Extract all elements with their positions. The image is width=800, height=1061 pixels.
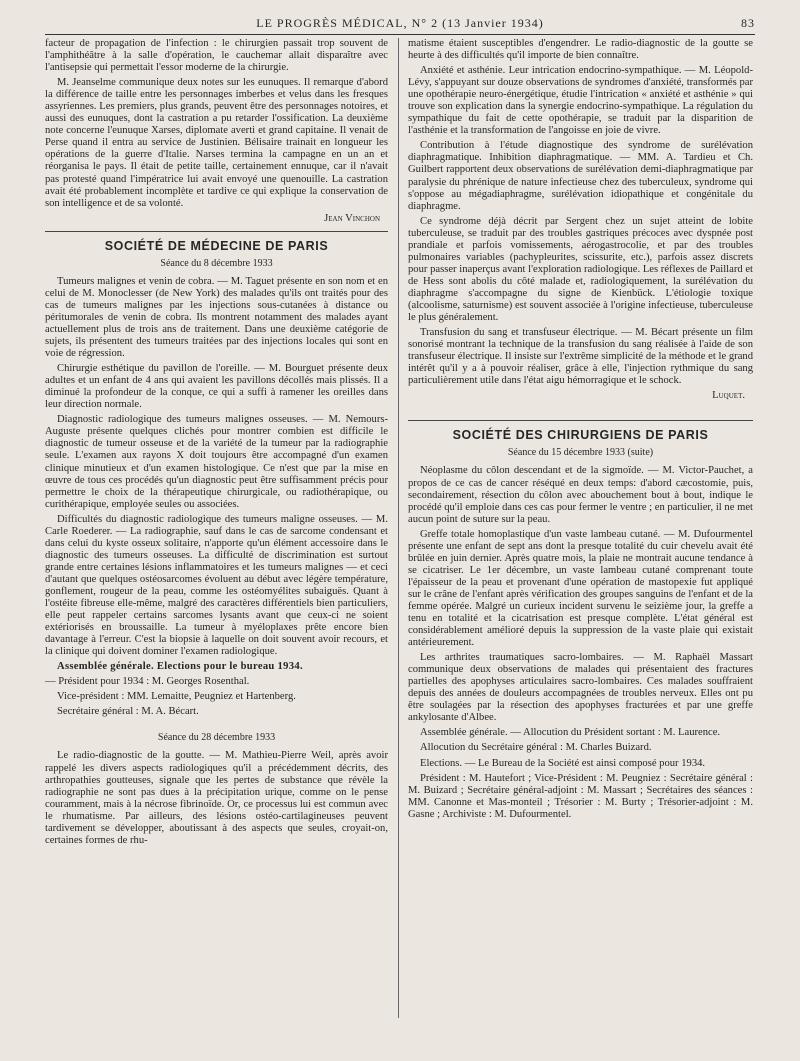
paragraph: facteur de propagation de l'infection : le chirurgien passait trop souvent de l'amphithéâtre à la salle d'opération, le cauchemar allait disparaître avec l'antisepsie qui permettait l'essor moderne de la chirurgie.: [45, 38, 388, 74]
paragraph: matisme étaient susceptibles d'engendrer. Le radio-diagnostic de la goutte se heurte à des difficultés qu'il importe de bien connaître.: [408, 38, 753, 62]
paragraph: Elections. — Le Bureau de la Société est ainsi composé pour 1934.: [420, 757, 706, 769]
text-line: Secrétaire général : M. A. Bécart.: [57, 706, 199, 718]
paragraph: Transfusion du sang et transfuseur électrique. — M. Bécart présente un film sonorisé montrant la technique de la transfusion du sang réalisée à l'aide de son transfuseur électrique. Il insiste sur l'extrême simplicité de la méthode et le grand intérêt qu'il y a à pouvoir réaliser, grâce à elle, l'injection rythmique du sang particulièrement utile dans l'état aigu hémorragique et le schock.: [408, 327, 753, 387]
paragraph: Président : M. Hautefort ; Vice-Président : M. Peugniez : Secrétaire général : M. Buizard ; Secrétaire général-adjoint : M. Massart ; Secrétaires des séances : MM. Canonne et Mas-monteil ; Trésorier : M. Burty ; Trésorier-adjoint : M. Gasne ; Archiviste : M. Dufourmentel.: [408, 772, 753, 820]
header-rule: [45, 34, 755, 35]
paragraph: Les arthrites traumatiques sacro-lombaires. — M. Raphaël Massart communique deux observations de malades qui présentaient des fractures partielles des apophyses articulaires sacro-lombaires. Ces malades souffraient depuis des années de douleurs accompagnées de troubles nerveux. Elles ont pu être soulagées par la résection des apophyses fracturées et par une greffe ankylosante d'Albee.: [408, 652, 753, 724]
paragraph: Anxiété et asthénie. Leur intrication endocrino-sympathique. — M. Léopold-Lévy, s'appuyant sur douze observations de syndromes d'anxiété, transformés par une opothérapie neuro-énergétique, étudie l'intrication « anxiété et asthénie » qui trouve son explication dans la synergie endocrino-sympathique. La régulation du sympathique du fait de cette opothérapie, se traduit par la disparition de l'asthénie et la transformation de l'angoisse en joie de vivre.: [408, 65, 753, 137]
paragraph: Difficultés du diagnostic radiologique des tumeurs maligne osseuses. — M. Carle Roederer. — La radiographie, sauf dans le cas de sarcome condensant et dans celui du kyste osseux solitaire, n'apporte qu'un élément accessoire dans le diagnostic des tumeurs osseuses. La difficulté de discrimination est surtout grande entre certaines lésions inflammatoires et les tumeurs malignes — et ceci d'autant que quelques ostéosarcomes évoluent au début avec légère température, gonflement, rougeur de la peau, comme les ostéomyélites subaiguës. Quant à l'ostéite fibreuse elle-même, malgré des caractères différentiels bien particuliers, elle peut rappeler certains sarcomes lysants avant que ceux-ci ne soient extériorisés en broussaille. La tumeur à myéloplaxes prête encore bien davantage à l'erreur. C'est la biopsie à laquelle on doit souvent avoir recours, et la clinique qui doivent dominer l'examen radiologique.: [45, 513, 388, 658]
paragraph: Néoplasme du côlon descendant et de la sigmoïde. — M. Victor-Pauchet, a propos de ce cas de cancer réséqué en deux temps: d'abord cæcostomie, puis, secondairement, résection du côlon avec abouchement bout à bout, indique le procédé qu'il emploie dans ces cas pour fermer le ventre ; en particulier, il ne met aucun point de suture sur la peau.: [408, 465, 753, 525]
page-number: 83: [741, 16, 755, 30]
paragraph: Ce syndrome déjà décrit par Sergent chez un sujet atteint de lobite tuberculeuse, se traduit par des troubles gastriques précoces avec dyspnée post prandiale et parfois vomissements, aérogastrocolie, et par des troubles pulmonaires variables (pachypleurites, scissurite, etc.), parfois assez discrets pour passer inaperçus avant l'exploration radiologique. Les réflexes de Paillard et de Hess sont abolis du côté malade et, radiologiquement, la surélévation du diaphragme s'accompagne du signe de Kienbück. L'étiologie toxique (alcoolisme, saturnisme) est souvent associée à l'origine infectieuse, tuberculeuse le plus généralement.: [408, 215, 753, 324]
rubric: Assemblée générale. Elections pour le bureau 1934.: [57, 661, 303, 673]
section-title: SOCIÉTÉ DE MÉDECINE DE PARIS: [104, 238, 329, 253]
paragraph: Le radio-diagnostic de la goutte. — M. Mathieu-Pierre Weil, après avoir rappelé les divers aspects radiologiques qu'il a précédemment décrits, des arthropathies goutteuses, signale que les pertes de substance que révèle la radiographie ne sont pas dues à la précipitation urique, comme on le pense couramment, mais à la nécrose fibrinoïde. Or, ce processus lui est commun avec le rhumatisme. Par ailleurs, des lésions ostéo-cartilagineuses peuvent tardivement se développer, aboutissant à des aspects que seules, croyait-on, certaines formes de rhu-: [45, 750, 388, 846]
paragraph: M. Jeanselme communique deux notes sur les eunuques. Il remarque d'abord la différence de taille entre les personnages imberbes et velus dans les fresques assyriennes. Les premiers, plus grands, peuvent être des personnages notoires, et aussi des eunuques, dont la castration a pu retarder l'ossification. La deuxième note concerne l'eunuque Xarses, diplomate averti et grand capitaine. Il venait de Perse quand il entra au service de Justinien. Bélisaire trainait en longueur les opérations de la guerre d'Italie. Narses termina la campagne en un an et réorganisa le pays. Il était de petite taille, certainement ennuque, car il n'avait pas protesté quand l'impératrice lui avait envoyé une quenouille. La castration avait été probablement incomplète et tardive ce qui explique la conservation de son intelligence et de sa volonté.: [45, 77, 388, 209]
paragraph: Contribution à l'étude diagnostique des syndrome de surélévation diaphragmatique. Inhibition diaphragmatique. — MM. A. Tardieu et Ch. Guilbert rapportent deux observations de surélévation demi-diaphragmatique par paralysie du phrénique de nature infectieuse chez des tuberculeux, syndrome qui s'oppose au mégadiaphragme, surélévation idiopathique et congénitale du diaphragme.: [408, 140, 753, 212]
paragraph: Diagnostic radiologique des tumeurs malignes osseuses. — M. Nemours-Auguste présente quelques clichés pour montrer combien est difficile le diagnostic de tumeur osseuse et de la variété de la tumeur par la radiographie seule. L'examen aux rayons X doit toujours être accompagné d'un examen clinique minutieux et d'un examen histologique. Ce n'est que par la mise en œuvre de tous ces procédés qu'un diagnostic peut être suffisamment précis pour permettre le choix de la thérapeutique chirurgicale, ou radiothérapique, ou curithérapique, employée seules ou associées.: [45, 414, 388, 510]
journal-title: LE PROGRÈS MÉDICAL, N° 2 (13 Janvier 1934): [256, 16, 544, 30]
paragraph: Assemblée générale. — Allocution du Président sortant : M. Laurence.: [420, 727, 721, 739]
section-rule: [408, 420, 753, 421]
signature: Jean Vinchon: [324, 212, 380, 224]
section-title: SOCIÉTÉ DES CHIRURGIENS DE PARIS: [452, 428, 709, 443]
right-column: [408, 38, 753, 824]
paragraph: Allocution du Secrétaire général : M. Charles Buizard.: [420, 742, 652, 754]
running-head: [45, 14, 755, 34]
left-column: [45, 38, 388, 850]
paragraph: Tumeurs malignes et venin de cobra. — M. Taguet présente en son nom et en celui de M. Monoclesser (de New York) des malades qu'ils ont traités pour des cas de tumeurs malignes par les injections sous-cutanées à distance ou péritumorales de venin de cobra. Ils montrent notamment des malades ayant actuellement plus de trois ans de traitement. Dans une deuxième catégorie de sujets, ils présentent des tumeurs traitées par des injections locales qui sont en voie de régression.: [45, 275, 388, 360]
session-date: Séance du 15 décembre 1933 (suite): [507, 447, 654, 459]
signature: Luquet.: [712, 390, 745, 402]
section-rule: [45, 231, 388, 232]
session-date: Séance du 28 décembre 1933: [157, 732, 276, 744]
text-line: Vice-président : MM. Lemaitte, Peugniez et Hartenberg.: [57, 691, 296, 703]
text-line: — Président pour 1934 : M. Georges Rosenthal.: [45, 676, 250, 688]
session-date: Séance du 8 décembre 1933: [160, 257, 273, 269]
paragraph: Greffe totale homoplastique d'un vaste lambeau cutané. — M. Dufourmentel présente une enfant de sept ans dont la presque totalité du cuir chevelu avait été brûlée en juin dernier. Après quatre mois, la plaie ne montrait aucune tendance à se cicatriser. Le 1er décembre, un vaste lambeau cutané comprenant toute l'épaisseur de la peau et provenant d'une opération de mastopexie fut appliqué sur le crâne de l'enfant après vérification des groupes sanguins de l'enfant et de la femme opérée. Malgré un curieux incident survenu le seizième jour, la greffe a tenu en totalité et la cicatrisation est presque complète. L'état général est considérablement amélioré depuis la suppression de la vaste plaie qui existait antérieurement.: [408, 528, 753, 649]
paragraph: Chirurgie esthétique du pavillon de l'oreille. — M. Bourguet présente deux adultes et un enfant de 4 ans qui avaient les pavillons décollés mais plissés. Il a diminué la profondeur de la conque, ce qui a suffi à ramener les oreilles dans leur direction normale.: [45, 363, 388, 411]
column-divider: [398, 38, 399, 1018]
